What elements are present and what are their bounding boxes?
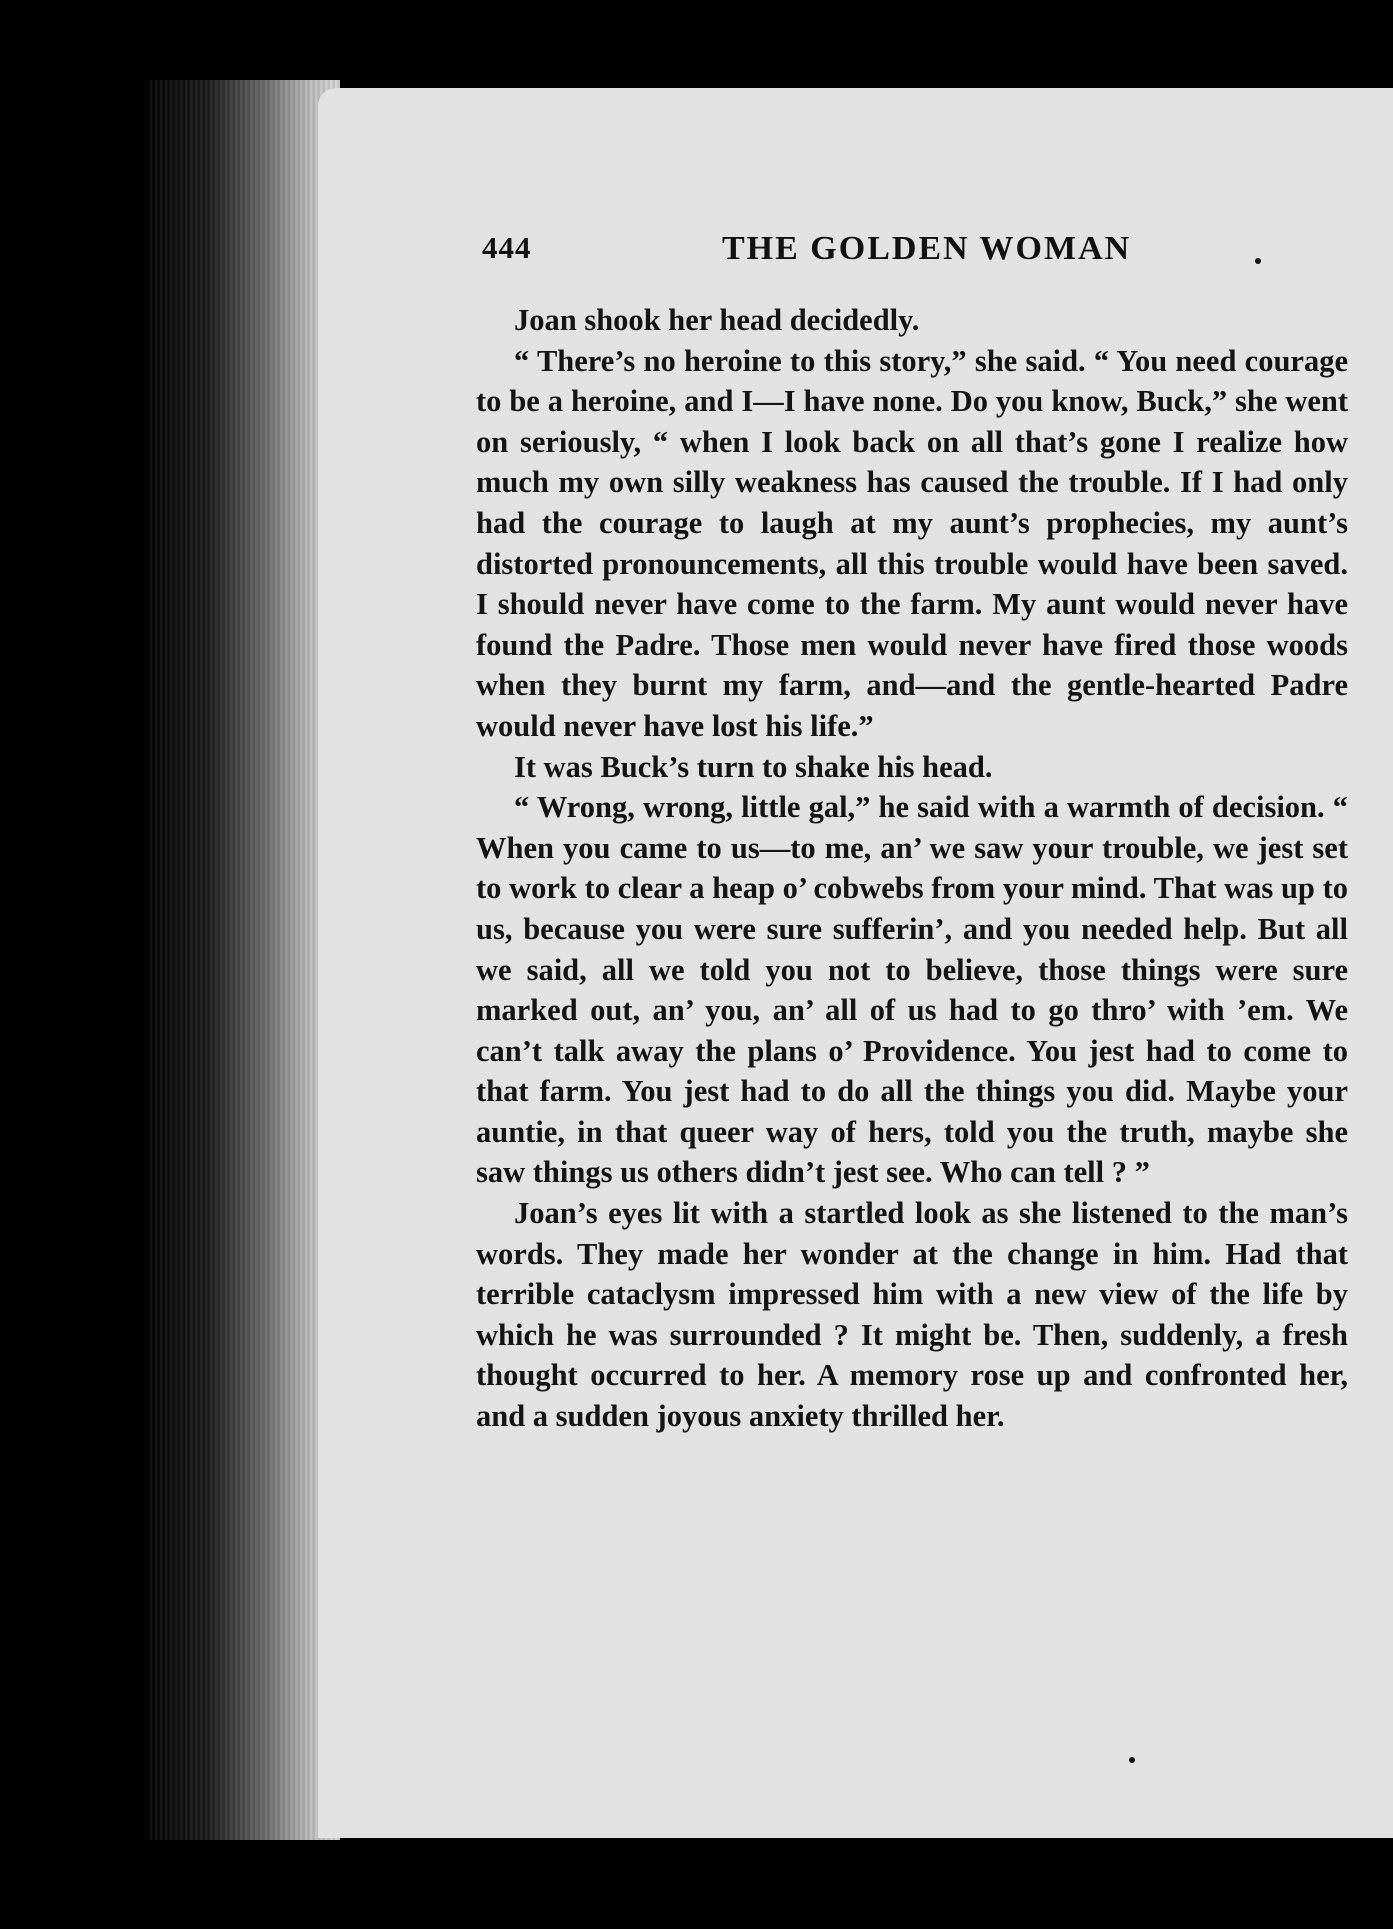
- paragraph: “ There’s no heroine to this story,” she said. “ You need courage to be a heroine, and I—I have none. Do you know, Buck,” she went on seriously, “ when I look back on all that’s gone I realize how much my own silly weakness has caused the trouble. If I had only had the courage to laugh at my aunt’s prophecies, my aunt’s distorted pronouncements, all this trouble would have been saved. I should never have come to the farm. My aunt would never have found the Padre. Those men would never have fired those woods when they burnt my farm, and—and the gentle-hearted Padre would never have lost his life.”: [476, 343, 1348, 743]
- page-header: [482, 230, 1262, 280]
- book-page-edge: [150, 80, 340, 1840]
- speck-mark: [1129, 1757, 1135, 1763]
- body-text: [476, 300, 1348, 1437]
- running-title: THE GOLDEN WOMAN: [722, 230, 1132, 267]
- page-number: 444: [482, 230, 532, 265]
- paragraph: Joan’s eyes lit with a startled look as she listened to the man’s words. They made her wonder at the change in him. Had that terrible cataclysm impressed him with a new view of the life by which he was surrounded ? It might be. Then, suddenly, a fresh thought occurred to her. A memory rose up and confronted her, and a sudden joyous anxiety thrilled her.: [476, 1196, 1348, 1434]
- paragraph: It was Buck’s turn to shake his head.: [514, 749, 993, 784]
- paragraph: Joan shook her head decidedly.: [514, 303, 920, 337]
- speck-mark: [1255, 258, 1261, 264]
- paragraph: “ Wrong, wrong, little gal,” he said with a warmth of decision. “ When you came to us—to me, an’ we saw your trouble, we jest set to work to clear a heap o’ cobwebs from your mind. That was up to us, because you were sure sufferin’, and you needed help. But all we said, all we told you not to believe, those things were sure marked out, an’ you, an’ all of us had to go thro’ with ’em. We can’t talk away the plans o’ Providence. You jest had to come to that farm. You jest had to do all the things you did. Maybe your auntie, in that queer way of hers, told you the truth, maybe she saw things us others didn’t jest see. Who can tell ? ”: [476, 790, 1348, 1190]
